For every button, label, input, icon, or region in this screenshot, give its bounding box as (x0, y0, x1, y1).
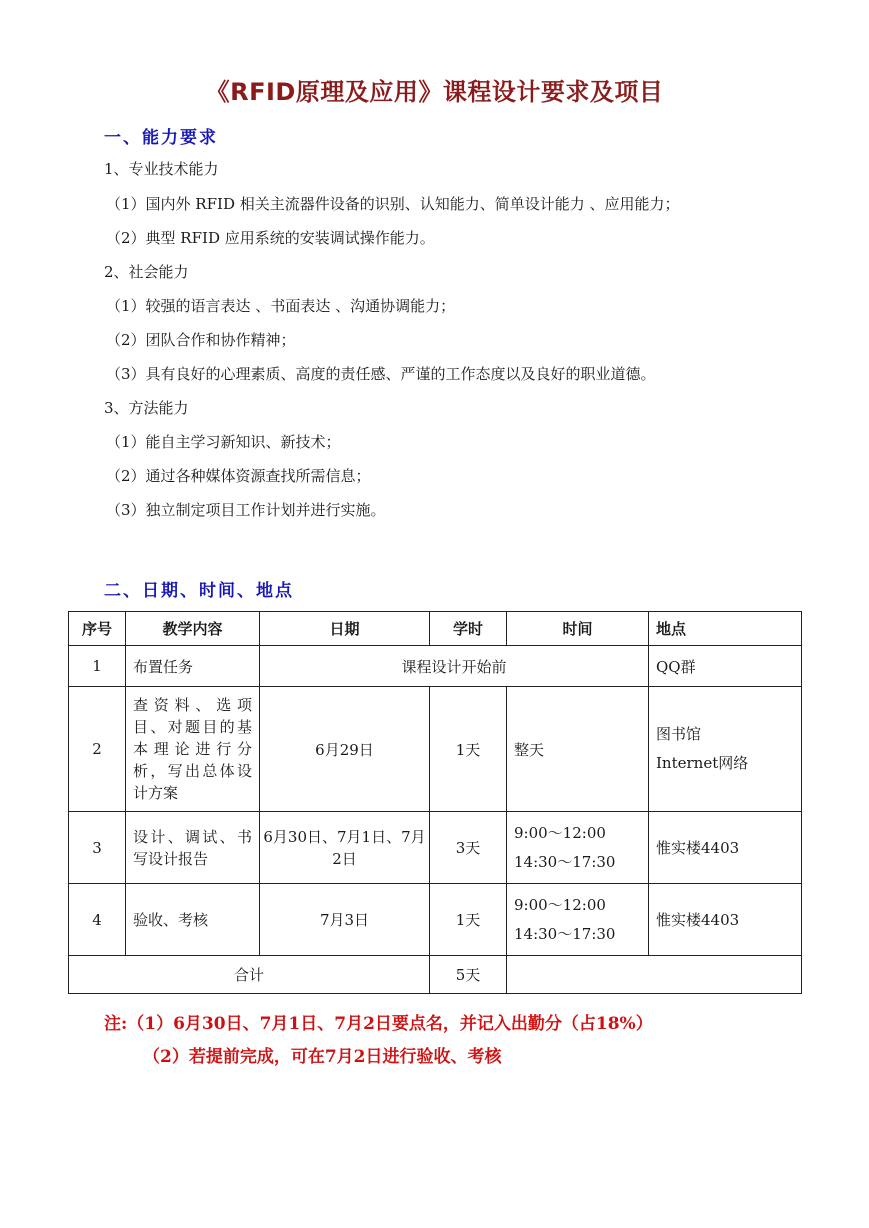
cell-merged-time: 课程设计开始前 (260, 646, 649, 687)
time-line: 9:00～12:00 (514, 823, 606, 842)
cell-time (507, 812, 649, 884)
group-title-method: 3、方法能力 (104, 399, 189, 417)
header-cell: 时间 (507, 612, 649, 646)
cell-total-empty (507, 956, 802, 994)
ability-item: （1）国内外 RFID 相关主流器件设备的识别、认知能力、简单设计能力 、应用能力； (106, 195, 680, 213)
group-title-professional: 1、专业技术能力 (104, 160, 219, 178)
ability-item: （3）具有良好的心理素质、高度的责任感、严谨的工作态度以及良好的职业道德。 (106, 365, 656, 383)
cell-place: 惟实楼4403 (649, 812, 802, 884)
section-heading-schedule: 二、日期、时间、地点 (104, 581, 294, 601)
ability-item: （2）团队合作和协作精神； (106, 331, 296, 349)
place-line: Internet网络 (656, 754, 749, 772)
cell-total-label: 合计 (69, 956, 430, 994)
cell-hours: 1天 (430, 687, 507, 812)
section-heading-ability: 一、能力要求 (104, 128, 218, 148)
note-line-1: 注:（1）6月30日、7月1日、7月2日要点名，并记入出勤分（占18%） (104, 1014, 653, 1034)
ability-item: （3）独立制定项目工作计划并进行实施。 (106, 501, 386, 519)
header-cell: 序号 (69, 612, 126, 646)
cell-no: 1 (69, 646, 126, 687)
cell-content: 设计、调试、书写设计报告 (126, 812, 260, 884)
cell-content: 查资料、选项目、对题目的基本理论进行分析，写出总体设计方案 (126, 687, 260, 812)
cell-content: 验收、考核 (126, 884, 260, 956)
cell-no: 3 (69, 812, 126, 884)
ability-item: （2）典型 RFID 应用系统的安装调试操作能力。 (106, 229, 435, 247)
cell-date: 7月3日 (260, 884, 430, 956)
cell-place (649, 687, 802, 812)
cell-no: 2 (69, 687, 126, 812)
cell-time (507, 884, 649, 956)
header-cell: 教学内容 (126, 612, 260, 646)
document-title: 《RFID原理及应用》课程设计要求及项目 (205, 78, 664, 106)
cell-date: 6月30日、7月1日、7月2日 (260, 812, 430, 884)
table-header-row (69, 612, 802, 646)
header-cell: 地点 (649, 612, 802, 646)
cell-time: 整天 (507, 687, 649, 812)
cell-date: 6月29日 (260, 687, 430, 812)
group-title-social: 2、社会能力 (104, 263, 189, 281)
table-row (69, 687, 802, 812)
cell-hours: 1天 (430, 884, 507, 956)
ability-item: （1）较强的语言表达 、书面表达 、沟通协调能力； (106, 297, 456, 315)
table-row (69, 884, 802, 956)
ability-item: （2）通过各种媒体资源查找所需信息； (106, 467, 371, 485)
cell-content: 布置任务 (126, 646, 260, 687)
table-total-row (69, 956, 802, 994)
note-line-2: （2）若提前完成，可在7月2日进行验收、考核 (143, 1047, 502, 1067)
cell-hours: 3天 (430, 812, 507, 884)
table-row (69, 812, 802, 884)
time-line: 9:00～12:00 (514, 895, 606, 914)
cell-total-hours: 5天 (430, 956, 507, 994)
ability-item: （1）能自主学习新知识、新技术； (106, 433, 341, 451)
cell-no: 4 (69, 884, 126, 956)
schedule-table (68, 611, 802, 994)
cell-place: 惟实楼4403 (649, 884, 802, 956)
table-row (69, 646, 802, 687)
time-line: 14:30～17:30 (514, 924, 616, 943)
time-line: 14:30～17:30 (514, 852, 616, 871)
header-cell: 日期 (260, 612, 430, 646)
place-line: 图书馆 (656, 725, 702, 743)
header-cell: 学时 (430, 612, 507, 646)
cell-place: QQ群 (649, 646, 802, 687)
